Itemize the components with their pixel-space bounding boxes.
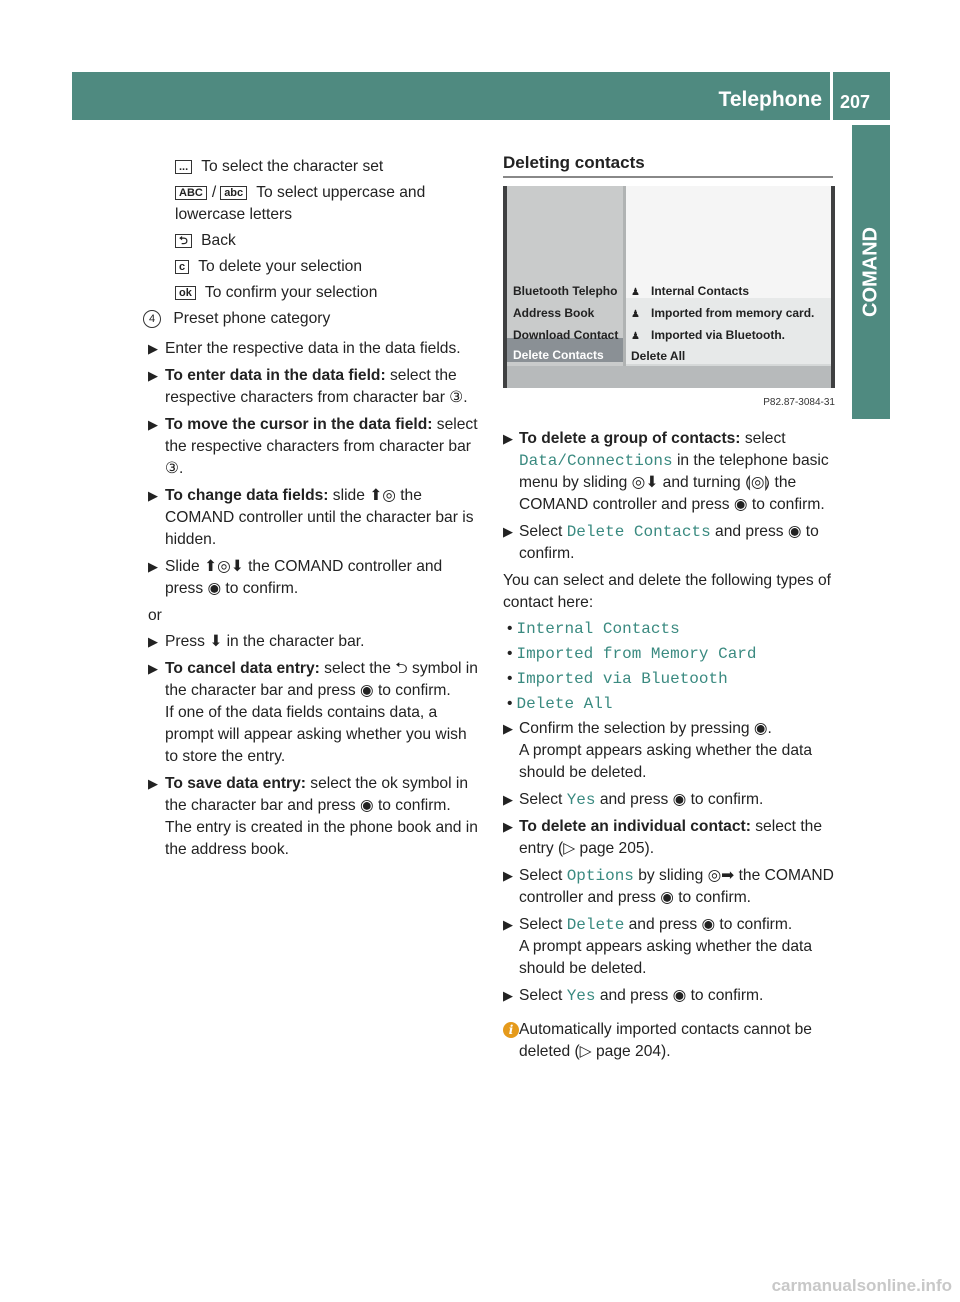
step <box>503 865 835 909</box>
person-icon: ♟ <box>631 287 640 298</box>
key-desc: Back <box>201 232 236 249</box>
step <box>148 365 483 409</box>
key-ok: ok <box>175 286 196 300</box>
step <box>503 914 835 980</box>
menu-item-bluetooth-telephone: Bluetooth Telepho <box>513 284 618 298</box>
side-tab-label-box <box>852 125 890 419</box>
key-desc: To delete your selection <box>198 258 363 275</box>
info-text: Automatically imported contacts cannot be deleted (▷ page 204). <box>519 1021 812 1060</box>
step-arrow-icon: ▶ <box>503 988 513 1003</box>
step-arrow-icon: ▶ <box>503 524 513 539</box>
step-arrow-icon: ▶ <box>148 488 158 503</box>
step-arrow-icon: ▶ <box>148 368 158 383</box>
info-icon: i <box>503 1022 519 1038</box>
step-text: select <box>740 430 786 447</box>
step-bold: To change data fields: <box>165 487 329 504</box>
step-arrow-icon: ▶ <box>148 341 158 356</box>
paragraph: You can select and delete the following types of contact here: <box>503 572 831 611</box>
step-text: and press ◉ to confirm. <box>595 791 764 808</box>
step-text: and press ◉ to confirm. <box>624 916 793 933</box>
step <box>148 414 483 480</box>
step-arrow-icon: ▶ <box>503 721 513 736</box>
step-text: and press ◉ to confirm. <box>595 987 764 1004</box>
menu-term: Delete Contacts <box>566 523 711 541</box>
step <box>148 556 483 600</box>
key-desc: To select the character set <box>201 158 384 175</box>
step-extra: The entry is created in the phone book and in the address book. <box>165 819 478 858</box>
key-lowercase: abc <box>220 186 247 200</box>
step-text: and press ◉ to confirm. <box>519 523 819 562</box>
screenshot-right-top <box>626 186 831 276</box>
list-item: • Delete All <box>507 695 613 713</box>
step-text: by sliding ◎➡ the COMAND controller and press ◉ to confirm. <box>519 867 834 906</box>
step <box>148 485 483 551</box>
item-text: Preset phone category <box>173 310 331 327</box>
right-column <box>503 152 835 1067</box>
option-imported-bluetooth: Imported via Bluetooth. <box>651 328 786 342</box>
info-note <box>503 1019 835 1063</box>
list-item: • Imported from Memory Card <box>507 645 757 663</box>
key-row-back <box>148 230 483 252</box>
key-row-confirm <box>148 282 483 304</box>
step <box>503 789 835 811</box>
step-text: select the entry (▷ page 205). <box>519 818 822 857</box>
step-arrow-icon: ▶ <box>148 776 158 791</box>
step-text: Confirm the selection by pressing ◉. <box>519 720 772 737</box>
page-number: 207 <box>840 92 871 112</box>
screenshot-caption: P82.87-3084-31 <box>763 397 835 408</box>
section-title: Deleting contacts <box>503 152 833 178</box>
menu-term: Imported via Bluetooth <box>516 670 728 688</box>
step <box>148 631 483 653</box>
step-arrow-icon: ▶ <box>148 559 158 574</box>
option-delete-all: Delete All <box>631 349 686 363</box>
menu-item-download-contacts: Download Contact <box>513 328 619 342</box>
step-text: select the ok symbol in the character bar and press ◉ to confirm. <box>165 775 469 814</box>
list-item-4 <box>143 308 483 330</box>
step <box>503 521 835 565</box>
step-text: Press ⬇ in the character bar. <box>165 633 365 650</box>
key-uppercase: ABC <box>175 186 207 200</box>
menu-item-delete-contacts: Delete Contacts <box>513 348 604 362</box>
step-text: select the respective characters from character bar ③. <box>165 367 468 406</box>
left-column <box>148 156 483 866</box>
step <box>503 718 835 784</box>
step-bold: To enter data in the data field: <box>165 367 386 384</box>
step-text: Slide ⬆◎⬇ the COMAND controller and press ◉ to confirm. <box>165 558 443 597</box>
step <box>503 985 835 1007</box>
step-arrow-icon: ▶ <box>503 431 513 446</box>
step-bold: To save data entry: <box>165 775 306 792</box>
step-arrow-icon: ▶ <box>503 819 513 834</box>
step-bold: To cancel data entry: <box>165 660 320 677</box>
step <box>148 773 483 861</box>
key-ellipsis: ... <box>175 160 192 174</box>
step <box>148 338 483 360</box>
menu-term: Imported from Memory Card <box>516 645 757 663</box>
step-text: slide ⬆◎ the COMAND controller until the character bar is hidden. <box>165 487 474 548</box>
header-separator <box>830 72 833 120</box>
step-text: in the telephone basic menu by sliding ◎⬇ and turning ⟬◎⟭ the COMAND controller and press ◉ to confirm. <box>519 452 829 513</box>
option-internal-contacts: Internal Contacts <box>651 284 750 298</box>
key-c: c <box>175 260 189 274</box>
option-imported-memory-card: Imported from memory card. <box>651 306 815 320</box>
step-arrow-icon: ▶ <box>148 417 158 432</box>
list-item: • Imported via Bluetooth <box>507 670 728 688</box>
step <box>148 658 483 768</box>
item-number: 4 <box>143 310 161 328</box>
menu-term: Delete <box>566 916 625 934</box>
side-tab-label: COMAND <box>859 227 882 317</box>
step-text: Select <box>519 523 567 540</box>
step-bold: To delete a group of contacts: <box>519 430 741 447</box>
menu-term: Options <box>566 867 634 885</box>
step <box>503 428 835 516</box>
key-desc: To confirm your selection <box>204 284 378 301</box>
step-text: Select <box>519 987 567 1004</box>
screenshot-bottom <box>507 366 831 388</box>
step-text: select the respective characters from character bar ③. <box>165 416 478 477</box>
key-row-delete <box>148 256 483 278</box>
list-item: • Internal Contacts <box>507 620 680 638</box>
watermark: carmanualsonline.info <box>771 1276 952 1295</box>
step-text: Select <box>519 867 567 884</box>
step-text: select the ⮌ symbol in the character bar and press ◉ to confirm. <box>165 660 478 699</box>
step-arrow-icon: ▶ <box>148 661 158 676</box>
step-arrow-icon: ▶ <box>503 792 513 807</box>
step-bold: To move the cursor in the data field: <box>165 416 433 433</box>
key-desc: To select uppercase and lowercase letters <box>175 184 426 223</box>
menu-item-address-book: Address Book <box>513 306 595 320</box>
step-text: Select <box>519 916 567 933</box>
step-extra: A prompt appears asking whether the data should be deleted. <box>519 938 812 977</box>
back-icon: ⮌ <box>175 234 192 248</box>
menu-term: Internal Contacts <box>516 620 680 638</box>
comand-screenshot <box>503 186 835 388</box>
step-extra: If one of the data fields contains data, a prompt will appear asking whether you wish to store the entry. <box>165 704 467 765</box>
step-extra: A prompt appears asking whether the data should be deleted. <box>519 742 812 781</box>
step-bold: To delete an individual contact: <box>519 818 751 835</box>
menu-term: Yes <box>566 987 596 1005</box>
step-text: Enter the respective data in the data fields. <box>165 340 461 357</box>
step-text: Select <box>519 791 567 808</box>
step-arrow-icon: ▶ <box>503 917 513 932</box>
key-row-case: ABC / abc To select uppercase and lowercase letters <box>175 184 426 223</box>
person-bluetooth-icon: ♟ <box>631 331 640 342</box>
menu-term: Delete All <box>516 695 613 713</box>
page-title: Telephone <box>718 88 822 111</box>
key-row-charset <box>148 156 483 178</box>
step-arrow-icon: ▶ <box>503 868 513 883</box>
menu-term: Yes <box>566 791 596 809</box>
or-text: or <box>148 607 162 624</box>
step <box>503 816 835 860</box>
menu-term: Data/Connections <box>519 452 673 470</box>
person-memory-icon: ♟ <box>631 309 640 320</box>
step-arrow-icon: ▶ <box>148 634 158 649</box>
